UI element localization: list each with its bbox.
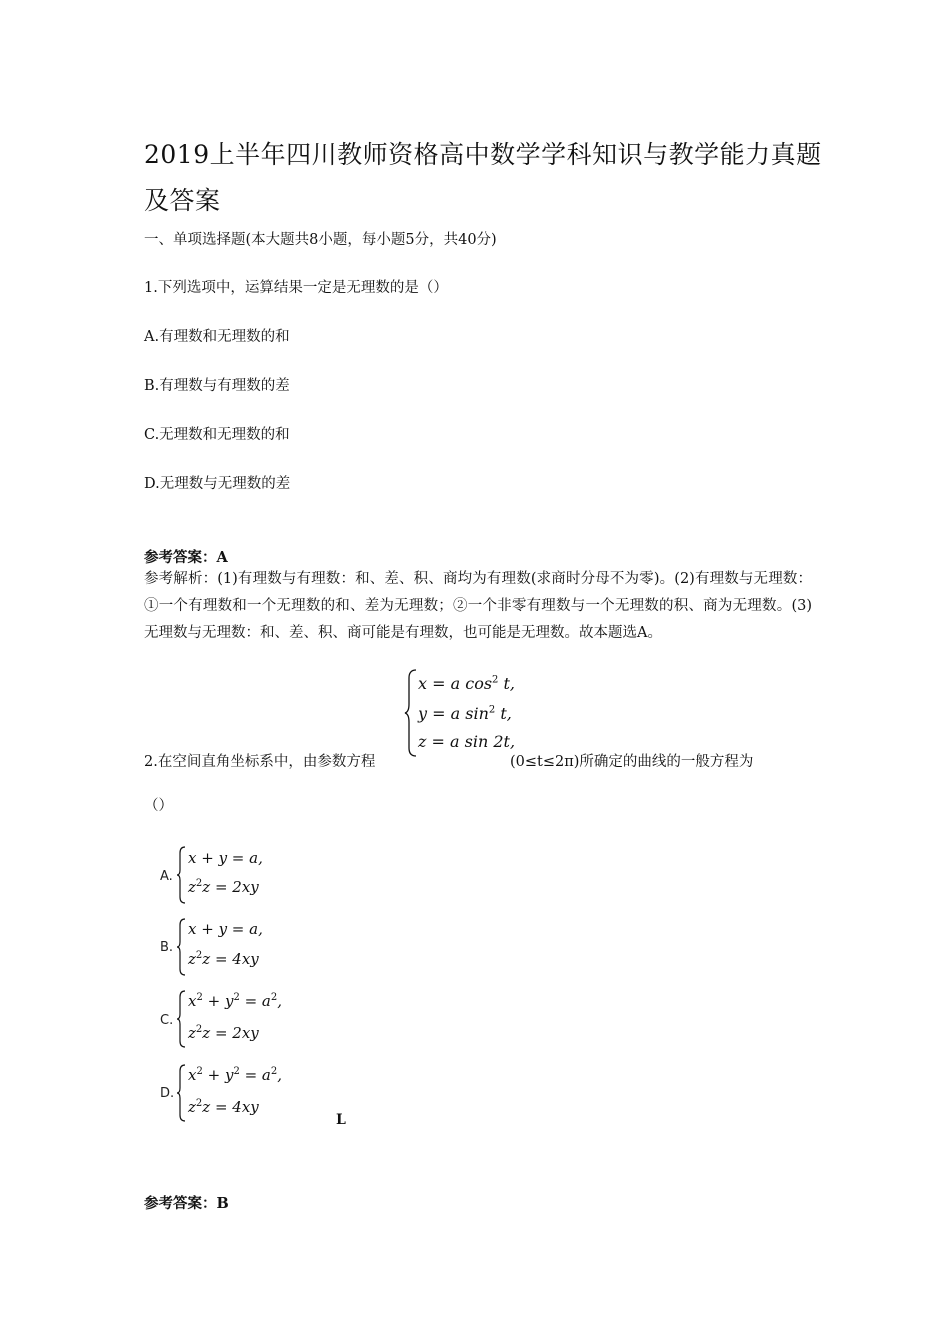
- equation-y: y = a $\sin^2 t$,: [418, 704, 512, 723]
- question-1-option-c: C.无理数和无理数的和: [144, 427, 290, 443]
- answer-value: B: [216, 1195, 229, 1212]
- answer-value: A: [216, 549, 228, 566]
- document-page: 2019上半年四川教师资格高中数学学科知识与教学能力真题及答案 一、单项选择题(本大题共8小题，每小题5分，共40分) 1.下列选项中，运算结果一定是无理数的是（） A.有理数和无理数的和 B.有理数与有理数的差 C.无理数和无理数的和 D.无理数与无理数的差 参考答案：A 参考解析：(1)有理数与有理数：和、差、积、商均为有理数(求商时分母不为零)。(2)有理数与无理数：①一个有理数和一个无理数的和、差为无理数；②一个非零有理数与一个无理数的积、商为无理数。(3)无理数与无理数：和、差、积、商可能是有理数，也可能是无理数。故本题选A。 x = a $\cos^2 t$, y = a $\sin^2 t$, z = a sin 2t, 2.在空间直角坐标系中，由参数方程 (0≤t≤2π)所确定的曲线的一般方程为 （） A. x + y = a, $z^2z = 2xy$ B. x + y = a, $z^2z = 4xy$ C. $x^2 + y^2 = a^2$, $z^2z = 2xy$ D. $x^2 + y^2 = a^2$, $z^2z = 4xy$ L 参考答案：B: [0, 0, 950, 1344]
- stray-mark: L: [336, 1112, 346, 1128]
- question-2-paren: （）: [144, 798, 173, 814]
- question-2-stem-suffix: (0≤t≤2π)所确定的曲线的一般方程为: [510, 754, 754, 770]
- question-1-option-b: B.有理数与有理数的差: [144, 378, 290, 394]
- equation-z: z = a sin 2t,: [418, 732, 516, 751]
- question-2-answer: [144, 1192, 229, 1213]
- section-heading: 一、单项选择题(本大题共8小题，每小题5分，共40分): [144, 232, 497, 248]
- document-title: 2019上半年四川教师资格高中数学学科知识与教学能力真题及答案: [144, 140, 822, 215]
- question-1-stem: 1.下列选项中，运算结果一定是无理数的是（）: [144, 280, 448, 296]
- left-brace-icon: [176, 1064, 186, 1122]
- parametric-system: [404, 668, 524, 758]
- answer-label: 参考答案：: [144, 549, 217, 566]
- left-brace-icon: [176, 990, 186, 1048]
- answer-label: 参考答案：: [144, 1195, 217, 1212]
- left-brace-icon: [176, 918, 186, 976]
- question-1-option-d: D.无理数与无理数的差: [144, 476, 291, 492]
- question-1-answer: [144, 546, 228, 567]
- question-1-option-a: A.有理数和无理数的和: [144, 329, 290, 345]
- left-brace-icon: [176, 846, 186, 904]
- equation-x: x = a $\cos^2 t$,: [418, 674, 516, 693]
- question-1-analysis: 参考解析：(1)有理数与有理数：和、差、积、商均为有理数(求商时分母不为零)。(2)有理数与无理数：①一个有理数和一个无理数的和、差为无理数；②一个非零有理数与一个无理数的积、商为无理数。(3)无理数与无理数：和、差、积、商可能是有理数，也可能是无理数。故本题选A。: [144, 571, 812, 641]
- left-brace-icon: [404, 668, 418, 758]
- question-2-stem-prefix: 2.在空间直角坐标系中，由参数方程: [144, 754, 376, 770]
